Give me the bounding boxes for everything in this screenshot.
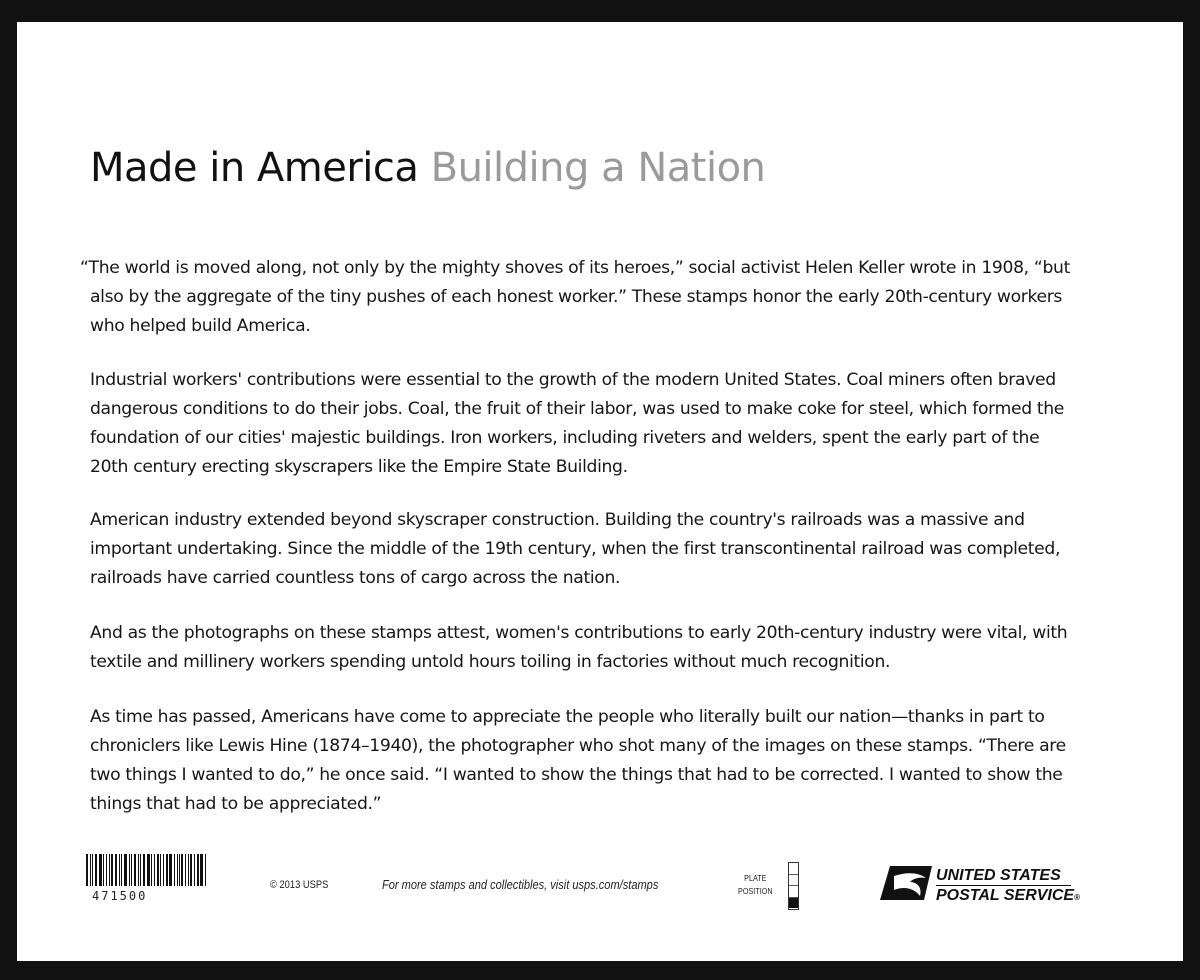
barcode-bar xyxy=(200,854,203,886)
barcode-bar xyxy=(194,854,195,886)
text-line: who helped build America. xyxy=(90,316,311,336)
title-main: Made in America xyxy=(90,145,419,191)
paragraph-3 xyxy=(90,506,1060,593)
barcode-bar xyxy=(124,854,127,886)
barcode-bar xyxy=(147,854,150,886)
text-line: two things I wanted to do,” he once said. “I wanted to show the things that had to be corrected. I wanted to show the xyxy=(90,765,1063,785)
text-line: chroniclers like Lewis Hine (1874–1940), the photographer who shot many of the images on these stamps. “There are xyxy=(90,736,1066,756)
text-line: “The world is moved along, not only by the mighty shoves of its heroes,” social activist Helen Keller wrote in 1908, “but xyxy=(80,258,1070,278)
barcode-bar xyxy=(119,854,120,886)
barcode-bar xyxy=(166,854,168,886)
paragraph-1 xyxy=(80,254,1070,341)
text-line: 20th century erecting skyscrapers like the Empire State Building. xyxy=(90,457,628,477)
barcode-bar xyxy=(179,854,180,886)
paragraph-4 xyxy=(90,619,1067,677)
barcode-bar xyxy=(86,854,88,886)
barcode-bar xyxy=(121,854,122,886)
plate-label-line2: POSITION xyxy=(738,886,773,896)
plate-position-label xyxy=(738,872,773,898)
barcode-bar xyxy=(197,854,199,886)
plate-position-indicator xyxy=(788,862,799,910)
text-line: Industrial workers' contributions were essential to the growth of the modern United States. Coal miners often braved xyxy=(90,370,1056,390)
barcode-bar xyxy=(106,854,107,886)
barcode-bar xyxy=(109,854,110,886)
barcode-bar xyxy=(151,854,152,886)
barcode xyxy=(86,854,208,886)
registered-mark: ® xyxy=(1074,893,1081,902)
barcode-bar xyxy=(131,854,132,886)
text-line: dangerous conditions to do their jobs. Coal, the fruit of their labor, was used to make coke for steel, which formed the xyxy=(90,399,1065,419)
plate-label-line1: PLATE xyxy=(744,873,767,883)
barcode-bar xyxy=(181,854,183,886)
page-title xyxy=(90,145,765,191)
barcode-bar xyxy=(99,854,102,886)
barcode-bar xyxy=(188,854,189,886)
text-line: important undertaking. Since the middle of the 19th century, when the first transcontinental railroad was completed, xyxy=(90,539,1061,559)
more-info-text: For more stamps and collectibles, visit usps.com/stamps xyxy=(382,877,659,892)
text-line: American industry extended beyond skyscraper construction. Building the country's railroads was a massive and xyxy=(90,510,1025,530)
barcode-bar xyxy=(160,854,161,886)
title-sub: Building a Nation xyxy=(430,145,766,191)
barcode-bar xyxy=(157,854,159,886)
text-line: As time has passed, Americans have come to appreciate the people who literally built our nation—thanks in part to xyxy=(90,707,1045,727)
text-line: things that had to be appreciated.” xyxy=(90,794,382,814)
barcode-bar xyxy=(90,854,91,886)
text-line: foundation of our cities' majestic buildings. Iron workers, including riveters and welders, spent the early part of the xyxy=(90,428,1040,448)
paragraph-2 xyxy=(90,366,1064,482)
barcode-bar xyxy=(143,854,145,886)
barcode-bar xyxy=(129,854,130,886)
barcode-bar xyxy=(140,854,141,886)
text-line: textile and millinery workers spending untold hours toiling in factories without much recognition. xyxy=(90,652,891,672)
barcode-number: 471500 xyxy=(92,889,148,903)
barcode-bar xyxy=(154,854,155,886)
barcode-bar xyxy=(134,854,136,886)
barcode-bar xyxy=(138,854,139,886)
logo-line2: POSTAL SERVICE xyxy=(936,887,1075,904)
barcode-bar xyxy=(115,854,117,886)
usps-eagle-logo-icon xyxy=(880,866,932,905)
text-line: And as the photographs on these stamps attest, women's contributions to early 20th-century industry were vital, with xyxy=(90,623,1068,643)
barcode-bar xyxy=(174,854,175,886)
copyright: © 2013 USPS xyxy=(270,879,329,891)
barcode-bar xyxy=(103,854,104,886)
text-line: railroads have carried countless tons of cargo across the nation. xyxy=(90,568,621,588)
barcode-bar xyxy=(163,854,164,886)
barcode-bar xyxy=(92,854,93,886)
barcode-bar xyxy=(185,854,186,886)
paragraph-5 xyxy=(90,703,1066,819)
barcode-bar xyxy=(111,854,113,886)
barcode-bar xyxy=(190,854,192,886)
barcode-bar xyxy=(177,854,178,886)
text-line: also by the aggregate of the tiny pushes of each honest worker.” These stamps honor the early 20th-century workers xyxy=(90,287,1063,307)
barcode-bar xyxy=(169,854,172,886)
barcode-bar xyxy=(205,854,206,886)
logo-line1: UNITED STATES xyxy=(936,866,1071,886)
usps-logo-text xyxy=(936,866,1080,907)
barcode-bar xyxy=(95,854,97,886)
